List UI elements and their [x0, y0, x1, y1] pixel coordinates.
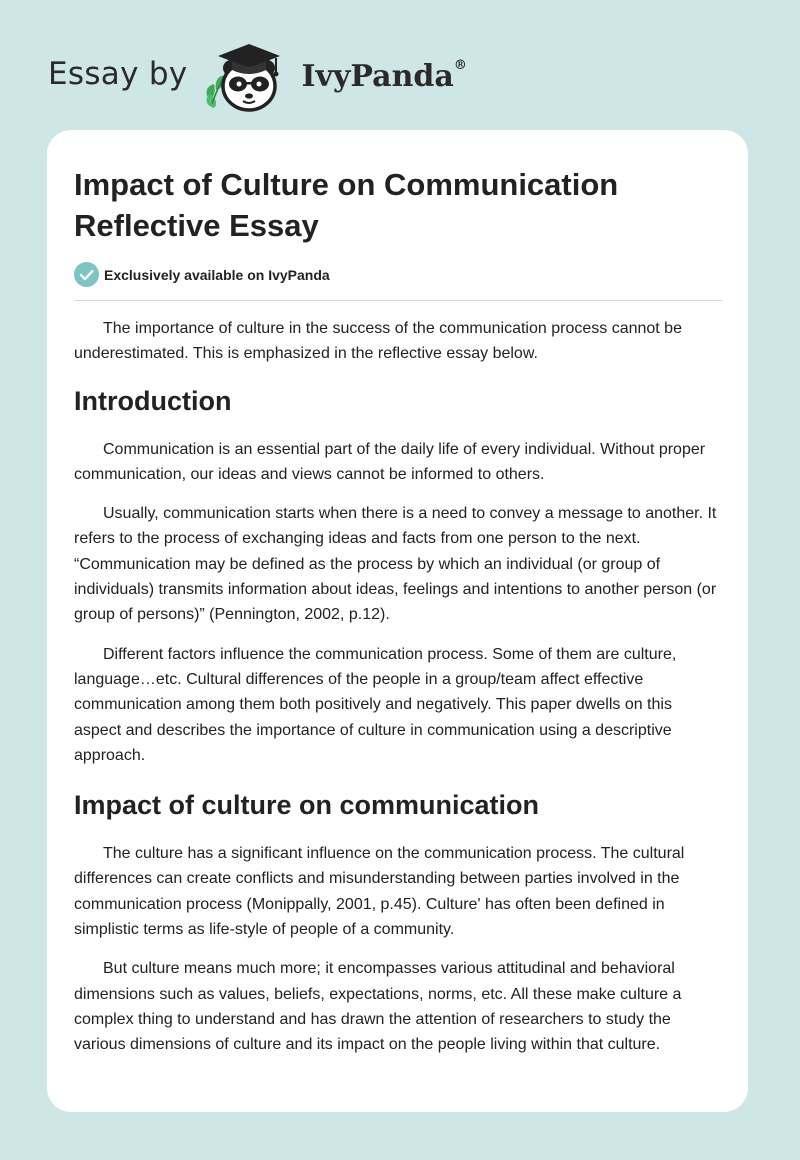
essay-title: Impact of Culture on Communication Reflective Essay — [74, 167, 619, 243]
check-circle-icon — [74, 262, 99, 287]
section-heading-impact: Impact of culture on communication — [74, 790, 540, 821]
intro-paragraph: The importance of culture in the success of the communication process cannot be underestimated. This is emphasized in the reflective essay below. — [74, 320, 682, 363]
panda-logo-icon — [202, 34, 296, 114]
introduction-paragraph-2: Usually, communication starts when there is a need to convey a message to another. It refers to the process of exchanging ideas and facts from one person to the next. “Communication may be defined as the process by which an individual (or group of individuals) transmits information about ideas, feelings and intentions to another person (or group of persons)” (Pennington, 2002, p.12). — [74, 505, 717, 624]
essay-card — [47, 130, 748, 1112]
introduction-paragraph-1: Communication is an essential part of the daily life of every individual. Without proper communication, our ideas and views cannot be informed to others. — [74, 440, 706, 483]
brand-name: IvyPanda® — [301, 57, 467, 94]
impact-paragraph-1: The culture has a significant influence on the communication process. The cultural differences can create conflicts and misunderstanding between parties involved in the communication process (Monippally, 2001, p.45). Culture' has often been defined in simplistic terms as life-style of people of a community. — [74, 845, 685, 939]
introduction-paragraph-3: Different factors influence the communication process. Some of them are culture, language…etc. Cultural differences of the people in a group/team affect effective communication among them both positively and negatively. This paper dwells on this aspect and describes the importance of culture in communication using a descriptive approach. — [74, 645, 677, 764]
impact-paragraph-2: But culture means much more; it encompasses various attitudinal and behavioral dimensions such as values, beliefs, expectations, norms, etc. All these make culture a complex thing to understand and has drawn the attention of researchers to study the various dimensions of culture and its impact on the people living within that culture. — [74, 960, 682, 1054]
exclusive-badge-text: Exclusively available on IvyPanda — [104, 266, 330, 283]
section-heading-introduction: Introduction — [74, 385, 232, 416]
brand-header[interactable] — [48, 34, 467, 114]
exclusive-badge — [74, 262, 722, 301]
brand-prefix: Essay by — [48, 56, 188, 92]
